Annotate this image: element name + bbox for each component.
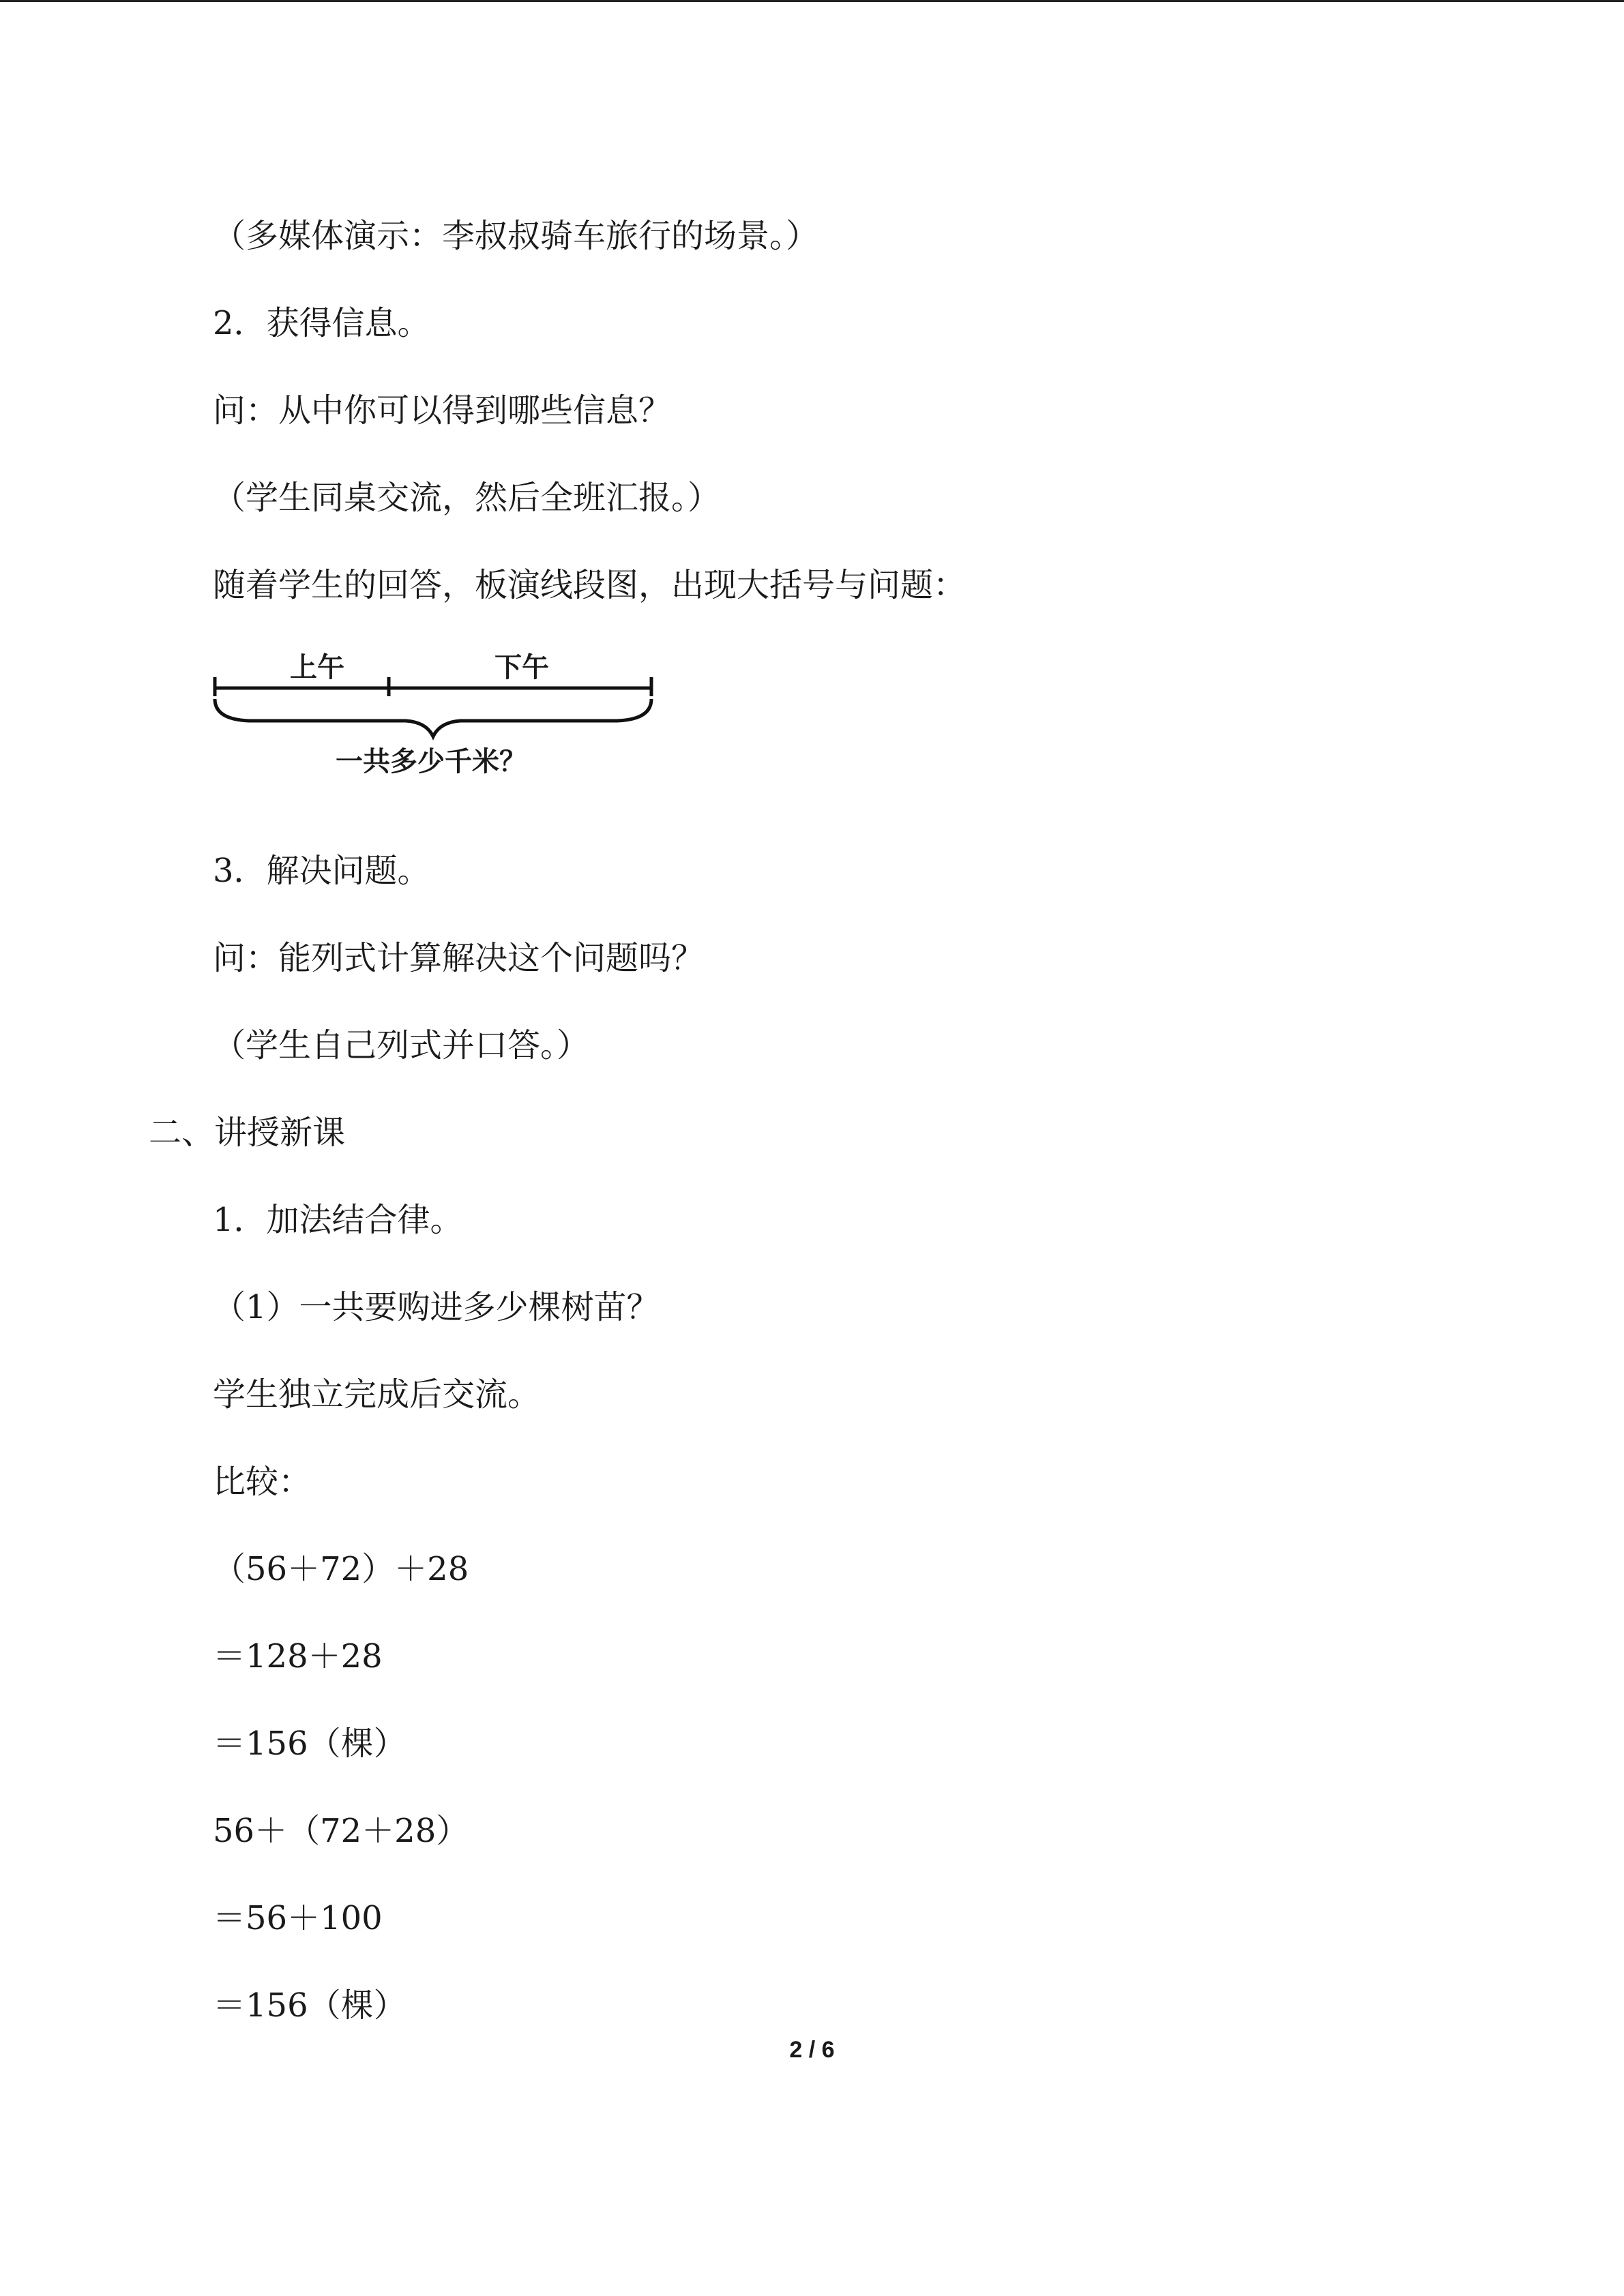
- text-line: （多媒体演示：李叔叔骑车旅行的场景。）: [213, 217, 819, 255]
- text-line: 随着学生的回答，板演线段图，出现大括号与问题：: [213, 566, 966, 604]
- text-line: 1．加法结合律。: [213, 1201, 463, 1239]
- section-heading: 二、讲授新课: [149, 1114, 346, 1152]
- equation-line: （56＋72）＋28: [213, 1550, 469, 1588]
- equation-line: 56＋（72＋28）: [213, 1812, 469, 1850]
- equation-line: ＝56＋100: [213, 1899, 383, 1937]
- morning-label: 上午: [290, 652, 344, 683]
- segment-diagram: [208, 644, 672, 794]
- afternoon-label: 下午: [494, 652, 549, 683]
- equation-line: ＝156（棵）: [213, 1986, 407, 2025]
- text-line: 学生独立完成后交流。: [213, 1375, 541, 1414]
- page-number: 2 / 6: [789, 2037, 835, 2063]
- question-label: 一共多少千米？: [336, 746, 527, 777]
- text-line: 问：从中你可以得到哪些信息？: [213, 391, 672, 430]
- text-line: （1）一共要购进多少棵树苗？: [213, 1288, 660, 1326]
- text-line: （学生同桌交流，然后全班汇报。）: [213, 479, 721, 517]
- equation-line: ＝128＋28: [213, 1637, 383, 1675]
- text-line: 问：能列式计算解决这个问题吗？: [213, 939, 705, 977]
- text-line: 2．获得信息。: [213, 304, 430, 342]
- text-line: 3．解决问题。: [213, 852, 430, 890]
- equation-line: ＝156（棵）: [213, 1725, 407, 1763]
- text-line: 比较：: [213, 1463, 312, 1501]
- top-border: [0, 0, 1624, 2]
- text-line: （学生自己列式并口答。）: [213, 1026, 590, 1064]
- curly-brace: [215, 699, 651, 736]
